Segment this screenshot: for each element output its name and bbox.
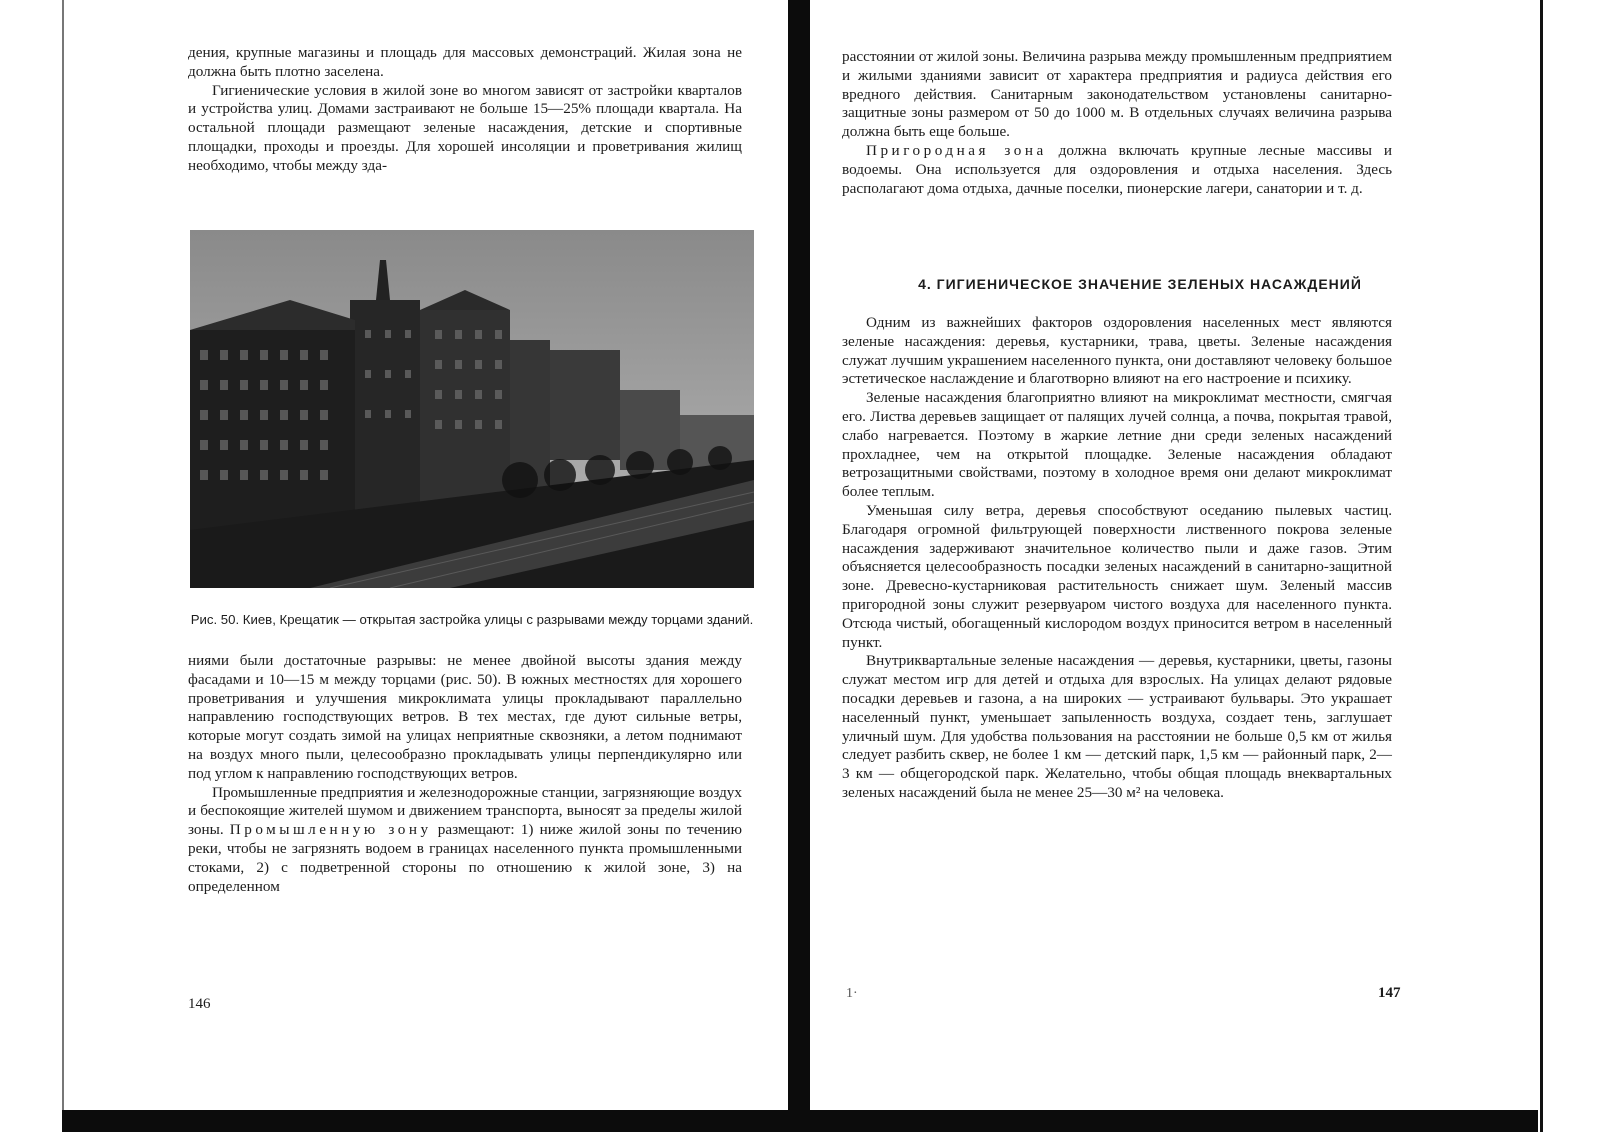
marginal-mark: 1·	[846, 986, 858, 1001]
paragraph	[842, 142, 1392, 198]
figure-photo-kiev-khreshchatyk	[190, 230, 754, 588]
right-top-text	[842, 48, 1392, 198]
paragraph: Зеленые насаждения благоприятно влияют на микроклимат местности, смягчая его. Листва деревьев защищает от палящих лучей солнца, а почва, покрытая травой, слабо нагревается. Поэтому в жаркие летние дни среди зеленых насаждений прохладнее, чем на открытой площадке. Зеленые насаждения обладают ветрозащитными свойствами, поэтому в холодное время они делают микроклимат более теплым.	[842, 389, 1392, 501]
paragraph	[188, 784, 742, 897]
left-bottom-text	[188, 652, 742, 896]
right-section-text	[842, 314, 1392, 803]
paragraph: расстоянии от жилой зоны. Величина разрыва между промышленным предприятием и жилыми зданиями зависит от характера предприятия и радиуса действия его вредного действия. Санитарным законодательством установлены санитарно-защитные зоны размером от 50 до 1000 м. В отдельных случаях величина разрыва должна быть еще больше.	[842, 48, 1392, 141]
paragraph: ниями были достаточные разрывы: не менее двойной высоты здания между фасадами и 10—15 м между торцами (рис. 50). В южных местностях для хорошего проветривания и улучшения микроклимата улицы прокладывают параллельно направлению господствующих ветров. В тех местах, где дуют сильные ветры, которые могут создать зимой на улицах неприятные сквозняки, а летом поднимают на воздух много пыли, целесообразно прокладывать улицы перпендикулярно или под углом к направлению господствующих ветров.	[188, 652, 742, 782]
section-heading: 4. ГИГИЕНИЧЕСКОЕ ЗНАЧЕНИЕ ЗЕЛЕНЫХ НАСАЖДЕНИЙ	[918, 276, 1362, 292]
scan-bottom-border	[62, 1110, 1538, 1132]
left-top-text	[188, 44, 742, 176]
figure-caption: Рис. 50. Киев, Крещатик — открытая застройка улицы с разрывами между торцами зданий.	[190, 612, 754, 627]
spaced-term: Пригородная зона	[866, 141, 1047, 159]
page-number-right: 147	[1378, 985, 1401, 1001]
paragraph: Одним из важнейших факторов оздоровления населенных мест являются зеленые насаждения: деревья, кустарники, трава, цветы. Зеленые насаждения служат лучшим украшением населенного пункта, они доставляют человеку большое эстетическое наслаждение и благотворно влияют на его настроение и психику.	[842, 314, 1392, 388]
page-number-left: 146	[188, 996, 211, 1012]
spaced-term: Промышленную зону	[229, 821, 432, 839]
paragraph-text: размещают: 1) ниже жилой зоны по течению реки, чтобы не загрязнять водоем в границах населенного пункта промышленными стоками, 2) с подветренной стороны по отношению к жилой зоне, 3) на определенном	[188, 821, 742, 895]
paragraph-text: должна включать крупные лесные массивы и водоемы. Она используется для оздоровления и отдыха населения. Здесь располагают дома отдыха, дачные поселки, пионерские лагери, санатории и т. д.	[842, 141, 1392, 197]
paragraph: Гигиенические условия в жилой зоне во многом зависят от застройки кварталов и устройства улиц. Домами застраивают не больше 15—25% площади квартала. На остальной площади размещают зеленые насаждения, детские и спортивные площадки, проходы и проезды. Для хорошей инсоляции и проветривания жилищ необходимо, чтобы между зда-	[188, 81, 742, 174]
paragraph: дения, крупные магазины и площадь для массовых демонстраций. Жилая зона не должна быть плотно заселена.	[188, 44, 742, 80]
paragraph-text: Промышленные предприятия и железнодорожные станции, загрязняющие воздух и беспокоящие жителей шумом и движением транспорта, выносят за пределы жилой зоны.	[188, 783, 742, 839]
page-edge-right	[1540, 0, 1543, 1132]
paragraph: Внутриквартальные зеленые насаждения — деревья, кустарники, цветы, газоны служат местом игр для детей и отдыха для взрослых. На улицах делают рядовые посадки деревьев и газона, а на широких — устраивают бульвары. Это украшает населенный пункт, уменьшает запыленность воздуха, создает тень, заглушает уличный шум. Для удобства пользования на расстоянии не больше 0,5 км от жилья следует разбить сквер, не более 1 км — детский парк, 1,5 км — районный парк, 2—3 км — общегородской парк. Желательно, чтобы общая площадь внеквартальных зеленых насаждений была не менее 25—30 м² на человека.	[842, 652, 1392, 801]
book-spine	[788, 0, 810, 1132]
paragraph: Уменьшая силу ветра, деревья способствуют оседанию пылевых частиц. Благодаря огромной фильтрующей поверхности лиственного покрова зеленые насаждения задерживают значительное количество пыли и даже газов. Этим объясняется целесообразность посадки зеленых насаждений в санитарно-защитной зоне. Древесно-кустарниковая растительность снижает шум. Зеленый массив пригородной зоны служит резервуаром чистого воздуха для населенного пункта. Отсюда чистый, обогащенный кислородом воздух приносится ветром в населенный пункт.	[842, 501, 1392, 651]
